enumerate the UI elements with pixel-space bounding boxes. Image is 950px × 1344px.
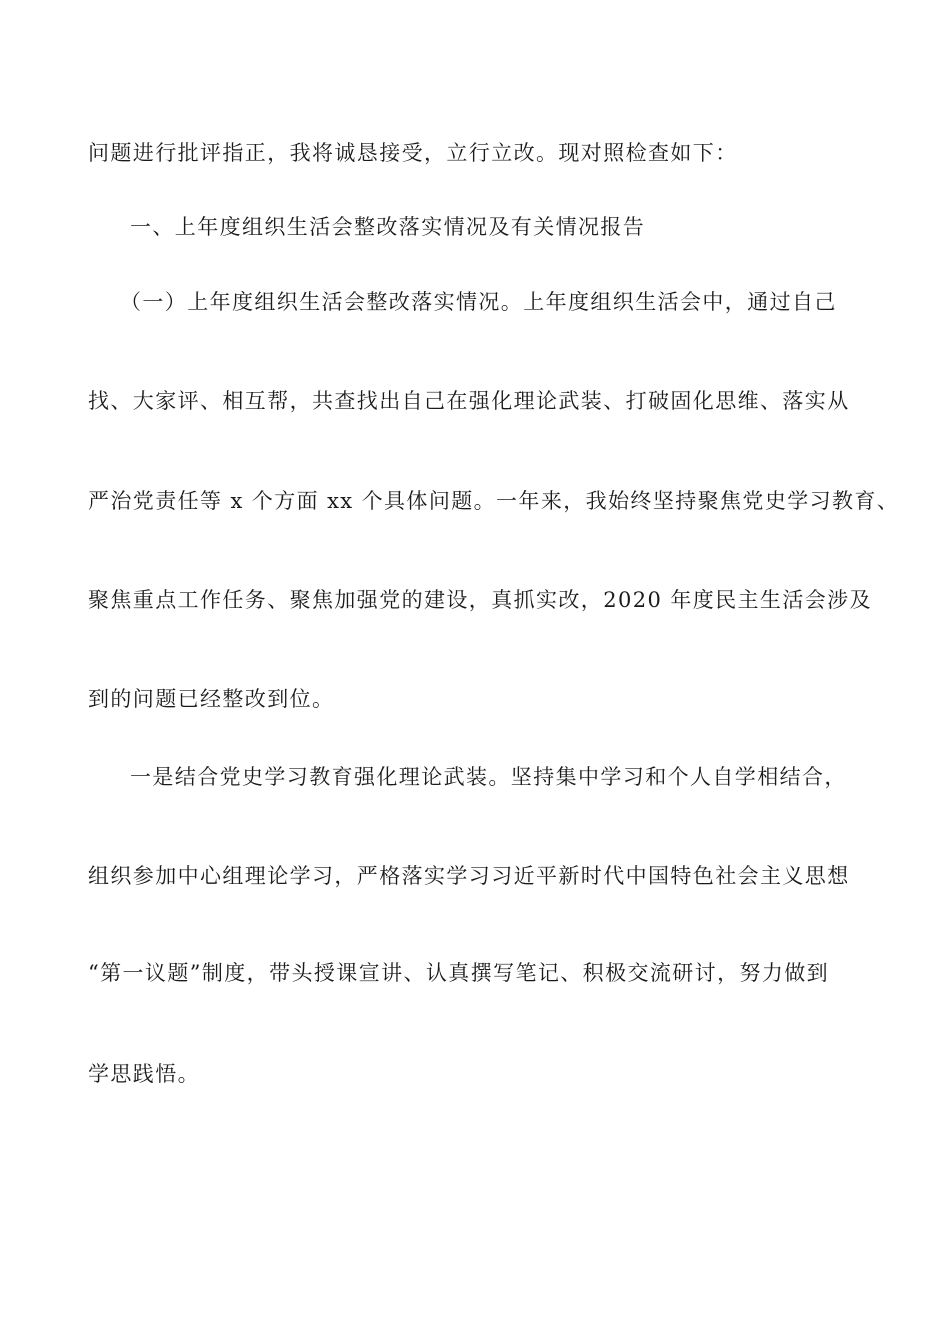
- paragraph-line: 到的问题已经整改到位。: [88, 687, 335, 711]
- subsection-heading-line: （一）上年度组织生活会整改落实情况。上年度组织生活会中，通过自己: [120, 290, 837, 314]
- paragraph-line: 一是结合党史学习教育强化理论武装。坚持集中学习和个人自学相结合，: [130, 765, 847, 789]
- paragraph-line: 找、大家评、相互帮，共查找出自己在强化理论武装、打破固化思维、落实从: [88, 389, 850, 413]
- paragraph-line: 聚焦重点工作任务、聚焦加强党的建设，真抓实改，2020 年度民主生活会涉及: [88, 588, 872, 612]
- paragraph-line: 学思践悟。: [88, 1062, 200, 1086]
- paragraph-line: 组织参加中心组理论学习，严格落实学习习近平新时代中国特色社会主义思想: [88, 864, 850, 888]
- paragraph-line: 严治党责任等 x 个方面 xx 个具体问题。一年来，我始终坚持聚焦党史学习教育、: [88, 489, 900, 513]
- paragraph-line: “第一议题”制度，带头授课宣讲、认真撰写笔记、积极交流研讨，努力做到: [88, 961, 830, 985]
- paragraph-line: 问题进行批评指正，我将诚恳接受，立行立改。现对照检查如下：: [88, 141, 738, 165]
- section-heading: 一、上年度组织生活会整改落实情况及有关情况报告: [130, 215, 646, 239]
